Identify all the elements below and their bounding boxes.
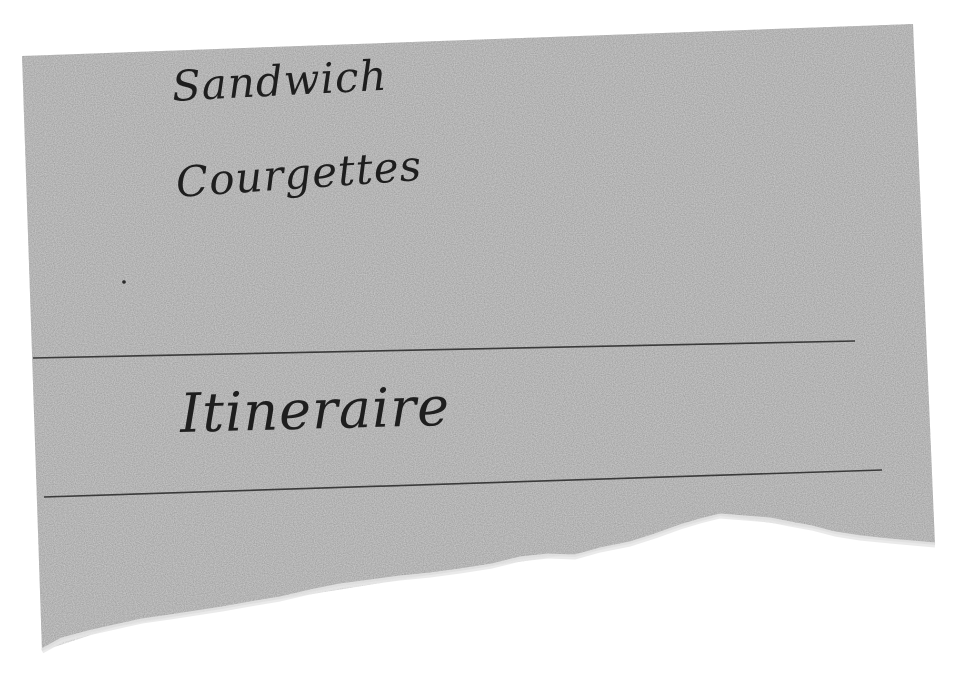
handwritten-word-itineraire: Itineraire <box>179 374 451 445</box>
handwritten-word-courgettes: Courgettes <box>174 140 424 207</box>
paper-grain-light <box>22 24 935 651</box>
handwritten-word-sandwich: Sandwich <box>170 50 389 111</box>
pen-dot <box>122 280 126 284</box>
